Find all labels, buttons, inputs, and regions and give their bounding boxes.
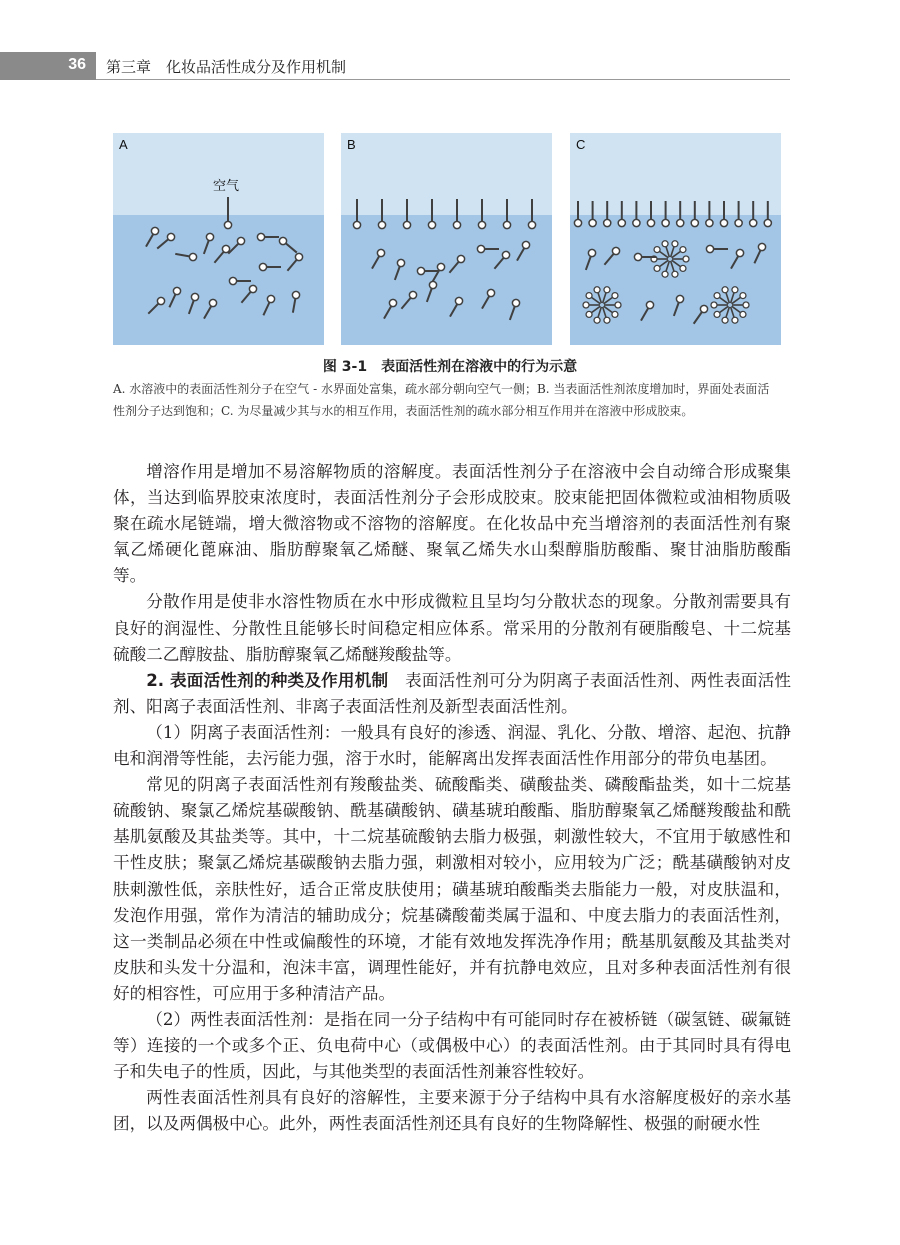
water-region [113, 215, 324, 345]
micelle-head [654, 265, 660, 271]
surfactant-head [295, 253, 302, 260]
surfactant-head [229, 277, 236, 284]
surfactant-head [676, 295, 683, 302]
micelle-head [594, 287, 600, 293]
paragraph-types [113, 668, 791, 720]
micelle-head [615, 302, 621, 308]
surfactant-head [477, 245, 484, 252]
water-region [570, 215, 781, 345]
surfactant-head [259, 263, 266, 270]
panel-c-illustration [570, 133, 781, 345]
panel-a-illustration [113, 133, 324, 345]
surfactant-head [634, 253, 641, 260]
surfactant-head [453, 221, 460, 228]
panel-b-label: B [347, 137, 356, 152]
micelle-head [654, 247, 660, 253]
micelle-head [594, 317, 600, 323]
surfactant-head [222, 245, 229, 252]
surfactant-head [429, 281, 436, 288]
surfactant-head [151, 227, 158, 234]
chapter-title: 第三章 化妆品活性成分及作用机制 [106, 58, 347, 76]
page-number: 36 [68, 56, 86, 73]
micelle-head [604, 287, 610, 293]
surfactant-head [502, 251, 509, 258]
surfactant-head [353, 221, 360, 228]
surfactant-head [378, 221, 385, 228]
air-label: 空气 [213, 179, 240, 194]
micelle-head [714, 311, 720, 317]
surfactant-head [633, 219, 640, 226]
surfactant-head [604, 219, 611, 226]
panel-b-illustration [341, 133, 552, 345]
surfactant-head [764, 219, 771, 226]
surfactant-head [647, 219, 654, 226]
surfactant-head [618, 219, 625, 226]
surfactant-head [224, 221, 231, 228]
surfactant-head [478, 221, 485, 228]
surfactant-head [191, 293, 198, 300]
micelle-head [612, 293, 618, 299]
micelle-head [604, 317, 610, 323]
micelle-head [722, 317, 728, 323]
figure-title: 图 3-1 表面活性剂在溶液中的行为示意 [322, 359, 578, 375]
figure-caption: A. 水溶液中的表面活性剂分子在空气 - 水界面处富集，疏水部分朝向空气一侧；B. 当表面活性剂浓度增加时，界面处表面活性剂分子达到饱和；C. 为尽量减少其与水的相互作用，表面活性剂的疏水部分相互作用并在溶液中形成胶束。 [113, 382, 770, 418]
paragraph-anionic: （1）阴离子表面活性剂：一般具有良好的渗透、润湿、乳化、分散、增溶、起泡、抗静电和润滑等性能，去污能力强，溶于水时，能解离出发挥表面活性作用部分的带负电基团。 [113, 722, 791, 769]
surfactant-head [736, 249, 743, 256]
surfactant-head [206, 233, 213, 240]
air-region [570, 133, 781, 215]
surfactant-head [457, 255, 464, 262]
micelle-head [714, 293, 720, 299]
surfactant-head [758, 243, 765, 250]
section-intro: 表面活性剂可分为阴离子表面活性剂、两性表面活性剂、阳离子表面活性剂、非离子表面活性剂及新型表面活性剂。 [113, 670, 792, 716]
micelle-head [740, 293, 746, 299]
micelle-head [586, 311, 592, 317]
surfactant-head [428, 221, 435, 228]
surfactant-head [189, 253, 196, 260]
surfactant-head [487, 289, 494, 296]
micelle-head [732, 317, 738, 323]
surfactant-head [574, 219, 581, 226]
micelle-head [722, 287, 728, 293]
paragraph-amphoteric-properties: 两性表面活性剂具有良好的溶解性，主要来源于分子结构中具有水溶解度极好的亲水基团，以及两偶极中心。此外，两性表面活性剂还具有良好的生物降解性、极强的耐硬水性 [113, 1088, 791, 1134]
surfactant-head [662, 219, 669, 226]
surfactant-head [706, 245, 713, 252]
panel-c-label: C [576, 137, 586, 152]
surfactant-head [292, 291, 299, 298]
surfactant-head [257, 233, 264, 240]
surfactant-head [503, 221, 510, 228]
air-region [341, 133, 552, 215]
surfactant-head [589, 219, 596, 226]
surfactant-head [720, 219, 727, 226]
micelle-head [662, 241, 668, 247]
surfactant-head [397, 259, 404, 266]
micelle-head [672, 241, 678, 247]
paragraph-anionic-examples: 常见的阴离子表面活性剂有羧酸盐类、硫酸酯类、磺酸盐类、磷酸酯盐类，如十二烷基硫酸钠、聚氯乙烯烷基碳酸钠、酰基磺酸钠、磺基琥珀酸酯、脂肪醇聚氧乙烯醚羧酸盐和酰基肌氨酸及其盐类等。其中，十二烷基硫酸钠去脂力极强，刺激性较大，不宜用于敏感性和干性皮肤；聚氯乙烯烷基碳酸钠去脂力强，刺激相对较小，应用较为广泛；酰基磺酸钠对皮肤刺激性低，亲肤性好，适合正常皮肤使用；磺基琥珀酸酯类去脂能力一般，对皮肤温和，发泡作用强，常作为清洁的辅助成分；烷基磷酸葡类属于温和、中度去脂力的表面活性剂，这一类制品必须在中性或偏酸性的环境，才能有效地发挥洗净作用；酰基肌氨酸及其盐类对皮肤和头发十分温和，泡沫丰富，调理性能好，并有抗静电效应，且对多种表面活性剂有很好的相容性，可应用于多种清洁产品。 [113, 775, 791, 1003]
figure-panel-b [341, 133, 552, 345]
paragraph-amphoteric: （2）两性表面活性剂：是指在同一分子结构中有可能同时存在被桥链（碳氢链、碳氟链等）连接的一个或多个正、负电荷中心（或偶极中心）的表面活性剂。由于其同时具有得电子和失电子的性质，因此，与其他类型的表面活性剂兼容性较好。 [113, 1009, 791, 1082]
surfactant-head [677, 219, 684, 226]
micelle-head [743, 302, 749, 308]
surfactant-head [612, 247, 619, 254]
figure-panel-c [570, 133, 781, 345]
surfactant-head [522, 241, 529, 248]
surfactant-head [691, 219, 698, 226]
surfactant-head [437, 263, 444, 270]
surfactant-head [528, 221, 535, 228]
figure-panel-a [113, 133, 324, 345]
surfactant-head [588, 249, 595, 256]
micelle-head [683, 256, 689, 262]
page-number-box [0, 52, 96, 80]
body-text [113, 459, 791, 1137]
surfactant-head [267, 295, 274, 302]
surfactant-head [167, 233, 174, 240]
micelle-head [672, 271, 678, 277]
surfactant-head [209, 299, 216, 306]
surfactant-head [512, 299, 519, 306]
air-region [113, 133, 324, 215]
header-rule [96, 79, 790, 80]
surfactant-head [417, 267, 424, 274]
micelle-head [680, 247, 686, 253]
micelle-head [612, 311, 618, 317]
surfactant-head [279, 237, 286, 244]
surfactant-head [735, 219, 742, 226]
surfactant-head [646, 301, 653, 308]
surfactant-head [403, 221, 410, 228]
panel-a-label: A [119, 137, 128, 152]
surfactant-head [700, 305, 707, 312]
micelle-head [586, 293, 592, 299]
surfactant-head [455, 297, 462, 304]
surfactant-head [377, 249, 384, 256]
paragraph-dispersion: 分散作用是使非水溶性物质在水中形成微粒且呈均匀分散状态的现象。分散剂需要具有良好的润湿性、分散性且能够长时间稳定相应体系。常采用的分散剂有硬脂酸皂、十二烷基硫酸二乙醇胺盐、脂肪醇聚氧乙烯醚羧酸盐等。 [113, 592, 791, 664]
surfactant-head [157, 297, 164, 304]
paragraph-solubilization: 增溶作用是增加不易溶解物质的溶解度。表面活性剂分子在溶液中会自动缔合形成聚集体，当达到临界胶束浓度时，表面活性剂分子会形成胶束。胶束能把固体微粒或油相物质吸聚在疏水尾链端，增大微溶物或不溶物的溶解度。在化妆品中充当增溶剂的表面活性剂有聚氧乙烯硬化蓖麻油、脂肪醇聚氧乙烯醚、聚氧乙烯失水山梨醇脂肪酸酯、聚甘油脂肪酸酯等。 [113, 462, 791, 586]
section-heading: 2. 表面活性剂的种类及作用机制 [146, 670, 389, 690]
micelle-head [740, 311, 746, 317]
surfactant-head [409, 291, 416, 298]
micelle-head [680, 265, 686, 271]
water-region [341, 215, 552, 345]
surfactant-head [389, 299, 396, 306]
surfactant-head [706, 219, 713, 226]
micelle-head [583, 302, 589, 308]
surfactant-head [237, 237, 244, 244]
micelle-head [662, 271, 668, 277]
figure-3-1 [113, 133, 781, 345]
micelle-head [732, 287, 738, 293]
surfactant-head [249, 285, 256, 292]
micelle-head [711, 302, 717, 308]
surfactant-head [173, 287, 180, 294]
page-header [0, 52, 790, 80]
surfactant-head [750, 219, 757, 226]
